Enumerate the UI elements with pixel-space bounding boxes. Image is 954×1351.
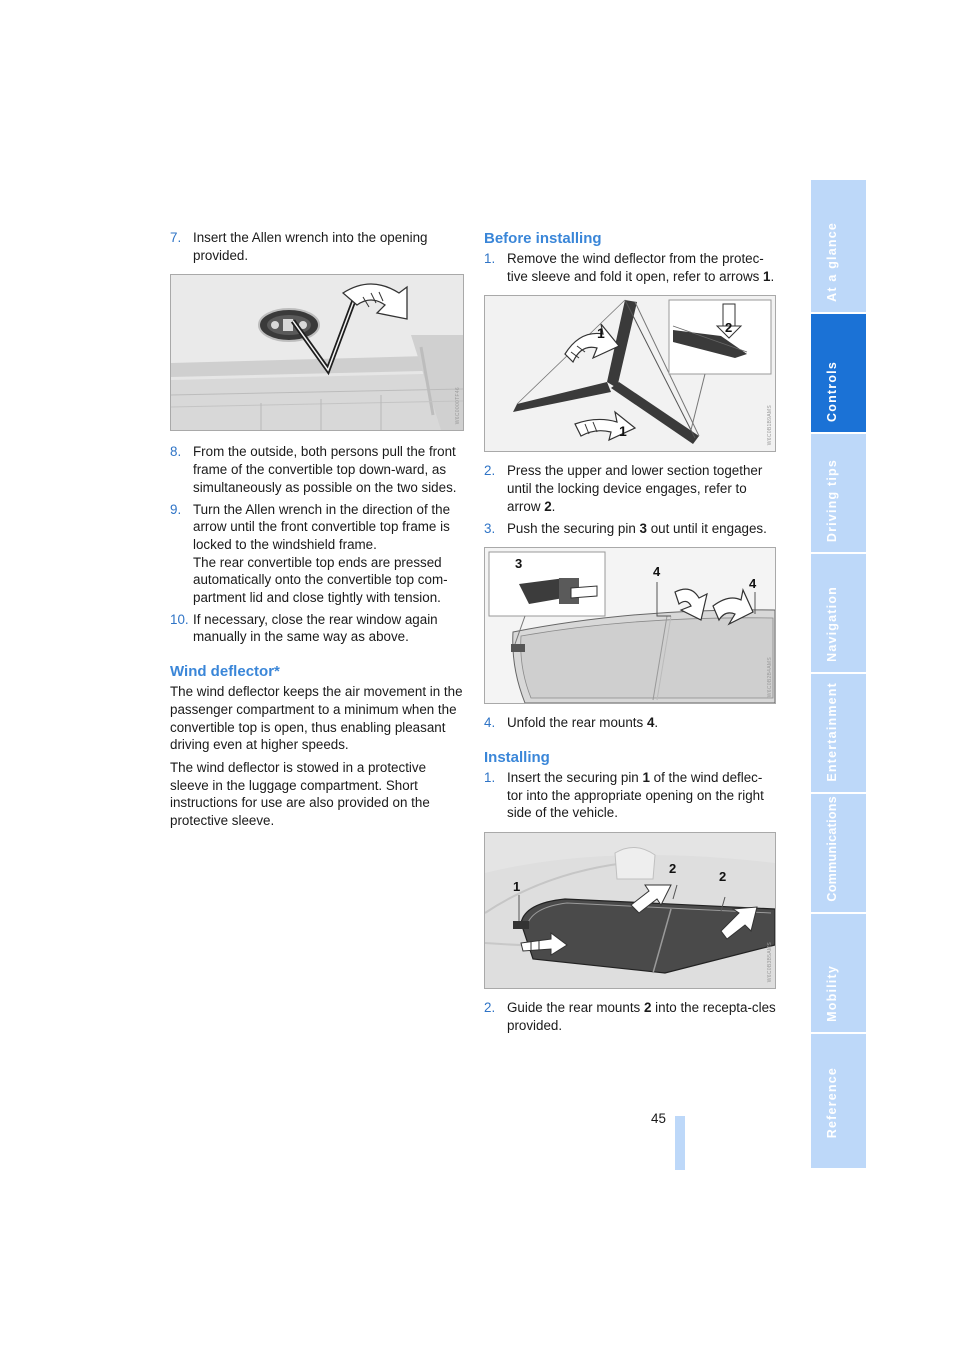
step-number: 4. [484,715,496,731]
figure-label: 4 [749,576,757,592]
step-number: 3. [484,520,496,536]
figure-code: W6C0B2B4AMS [767,656,773,698]
wind-deflector-paragraph-2: The wind deflector is stowed in a protective sleeve in the luggage compartment. Short instructions for use are also provided on the protective sleeve. [170,759,430,829]
tab-driving-tips[interactable] [811,434,866,554]
figure-install-deflector [484,832,776,989]
step-text: Insert the securing pin [507,769,643,785]
section-sidebar [811,180,866,1168]
figure-label: 1 [597,325,605,342]
step-text: Insert the Allen wrench into the opening provided. [193,230,428,263]
step-text-end: . [770,268,775,284]
step-text: Turn the Allen wrench in the direction of the arrow until the front convertible top frame is locked to the windshield frame. [193,501,451,552]
step-number: 7. [170,230,182,245]
step-number: 2. [484,463,496,479]
figure-allen-wrench [170,274,464,431]
step-7 [170,229,464,264]
step-ref: 2 [544,498,552,514]
step-text-end: into the recepta-cles provided. [507,1000,776,1033]
before-step-4 [484,714,776,732]
figure-label: 3 [515,556,523,572]
tab-reference[interactable] [811,1034,866,1168]
wind-deflector-heading: Wind deflector* [170,663,280,681]
step-text: Remove the wind deflector from the protec-tive sleeve and fold it open, refer to arrows [507,251,764,284]
tab-entertainment[interactable] [811,674,866,794]
tab-label: Entertainment [825,682,839,782]
figure-label: 4 [653,564,661,580]
installing-step-1 [484,769,776,822]
step-9 [170,501,464,607]
right-column [484,229,776,1038]
step-text-end: . [551,498,556,514]
before-step-2 [484,462,776,515]
step-ref: 1 [763,268,771,284]
tab-label: Navigation [825,586,839,662]
figure-code: W6C0000TF46 [455,387,461,425]
securing-pin-illustration [485,548,775,703]
figure-label: 2 [669,861,677,877]
page-number: 45 [651,1111,666,1126]
step-text-end: . [654,715,659,731]
figure-label: 2 [725,320,733,336]
left-column [170,229,464,835]
step-number: 2. [484,1000,496,1016]
tab-label: Communications [825,796,839,902]
tab-controls[interactable] [811,314,866,434]
wind-deflector-paragraph-1: The wind deflector keeps the air movement in the passenger compartment to a minimum when the convertible top is open, thus enabling pleasant driving even at higher speeds. [170,684,463,753]
step-ref: 2 [643,1000,652,1016]
tab-label: Mobility [825,965,839,1022]
before-step-3 [484,520,776,538]
figure-label: 1 [513,879,521,895]
figure-fold-open [484,295,776,452]
step-text-end: out until it engages. [646,520,767,536]
figure-code: W6C0B3B5AMS [767,941,773,983]
step-text: Guide the rear mounts [507,1000,644,1016]
step-text: Push the securing pin [507,520,640,536]
step-subtext: The rear convertible top ends are pressed automatically onto the convertible top com-partment lid and close tightly with tension. [193,554,448,606]
step-number: 1. [484,251,496,266]
step-text: Press the upper and lower section together until the locking device engages, refer to arrow [507,463,763,514]
step-8 [170,443,464,496]
tab-communications[interactable] [811,794,866,914]
tab-label: At a glance [825,222,839,302]
page-marker-bar [675,1116,685,1170]
before-step-1 [484,250,776,285]
step-text: Unfold the rear mounts [507,715,647,731]
installing-step-2 [484,999,776,1034]
tab-mobility[interactable] [811,914,866,1034]
tab-label: Controls [825,361,839,422]
step-ref: 3 [639,520,647,536]
tab-label: Driving tips [825,458,839,542]
figure-label: 1 [619,423,627,440]
tab-navigation[interactable] [811,554,866,674]
step-10 [170,611,464,646]
figure-securing-pin [484,547,776,704]
step-ref: 1 [642,769,650,785]
tab-label: Reference [825,1066,839,1138]
installing-heading: Installing [484,748,550,766]
step-text-end: of the wind deflec-tor into the appropriate opening on the right side of the vehicle. [507,769,764,821]
fold-open-illustration [485,296,775,451]
allen-wrench-illustration [171,275,463,430]
figure-code: W6C0B1B9AMS [767,405,773,446]
step-text: If necessary, close the rear window again manually in the same way as above. [193,611,438,645]
step-ref: 4 [646,715,655,731]
step-number: 8. [170,444,182,460]
figure-label: 2 [719,869,727,885]
before-installing-heading: Before installing [484,230,602,247]
step-number: 1. [484,769,496,785]
step-number: 10. [170,611,189,627]
step-text: From the outside, both persons pull the front frame of the convertible top down-ward, as simultaneously as possible on the two sides. [193,444,457,495]
install-deflector-illustration [485,833,775,988]
tab-at-a-glance[interactable] [811,180,866,314]
step-number: 9. [170,501,182,517]
